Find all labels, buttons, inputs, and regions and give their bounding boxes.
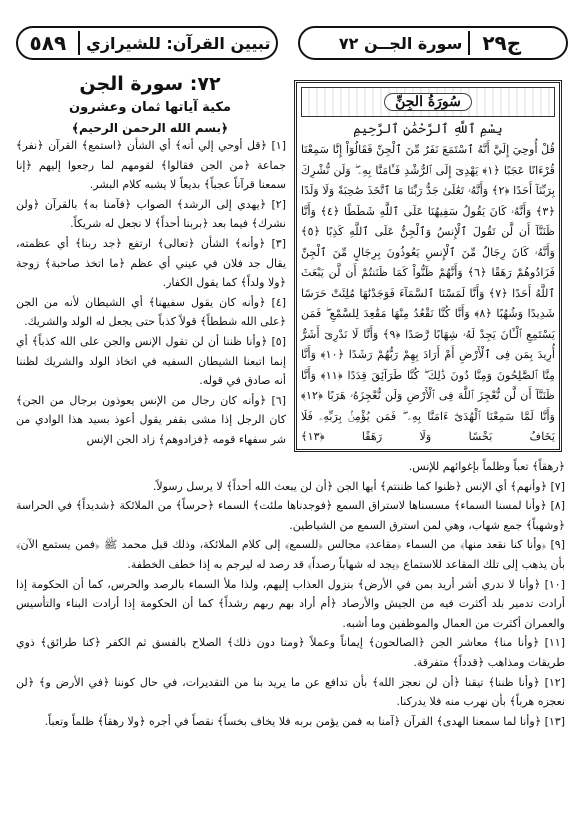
commentary-paragraph: [٤] ﴿وأنه كان يقول سفيهنا﴾ أي الشيطان لأنه من الجن ﴿على الله شططاً﴾ قولاً كذباً حتى يجعل له الولد والشريك. — [16, 295, 286, 329]
header-book-box — [16, 26, 278, 60]
page-header — [16, 26, 568, 62]
header-book-title: تبيين القرآن: للشيرازي — [86, 33, 271, 53]
header-divider — [468, 31, 470, 55]
quran-verses: قُلْ أُوحِيَ إِلَيَّ أَنَّهُ ٱسْتَمَعَ نَفَرٌ مِّنَ ٱلْجِنِّ فَقَالُوٓاْ إِنَّا سَمِعْنَا قُرْءَانًا عَجَبًا ﴿١﴾ يَهْدِىٓ إِلَى ٱلرُّشْدِ فَـَٔامَنَّا بِهِۦ ۖ وَلَن نُّشْرِكَ بِرَبِّنَآ أَحَدًا ﴿٢﴾ وَأَنَّهُۥ تَعَٰلَىٰ جَدُّ رَبِّنَا مَا ٱتَّخَذَ صَٰحِبَةً وَلَا وَلَدًا ﴿٣﴾ وَأَنَّهُۥ كَانَ يَقُولُ سَفِيهُنَا عَلَى ٱللَّهِ شَطَطًا ﴿٤﴾ وَأَنَّا ظَنَنَّآ أَن لَّن تَقُولَ ٱلْإِنسُ وَٱلْجِنُّ عَلَى ٱللَّهِ كَذِبًا ﴿٥﴾ وَأَنَّهُۥ كَانَ رِجَالٌ مِّنَ ٱلْإِنسِ يَعُوذُونَ بِرِجَالٍ مِّنَ ٱلْجِنِّ فَزَادُوهُمْ رَهَقًا ﴿٦﴾ وَأَنَّهُمْ ظَنُّواْ كَمَا ظَنَنتُمْ أَن لَّن يَبْعَثَ ٱللَّهُ أَحَدًا ﴿٧﴾ وَأَنَّا لَمَسْنَا ٱلسَّمَآءَ فَوَجَدْنَٰهَا مُلِئَتْ حَرَسًا شَدِيدًا وَشُهُبًا ﴿٨﴾ وَأَنَّا كُنَّا نَقْعُدُ مِنْهَا مَقَٰعِدَ لِلسَّمْعِ ۖ فَمَن يَسْتَمِعِ ٱلْـَٔانَ يَجِدْ لَهُۥ شِهَابًا رَّصَدًا ﴿٩﴾ وَأَنَّا لَا نَدْرِىٓ أَشَرٌّ أُرِيدَ بِمَن فِى ٱلْأَرْضِ أَمْ أَرَادَ بِهِمْ رَبُّهُمْ رَشَدًا ﴿١٠﴾ وَأَنَّا مِنَّا ٱلصَّٰلِحُونَ وَمِنَّا دُونَ ذَٰلِكَ ۖ كُنَّا طَرَآئِقَ قِدَدًا ﴿١١﴾ وَأَنَّا ظَنَنَّآ أَن لَّن نُّعْجِزَ ٱللَّهَ فِى ٱلْأَرْضِ وَلَن نُّعْجِزَهُۥ هَرَبًا ﴿١٢﴾ وَأَنَّا لَمَّا سَمِعْنَا ٱلْهُدَىٰٓ ءَامَنَّا بِهِۦ ۖ فَمَن يُؤْمِنۢ بِرَبِّهِۦ فَلَا يَخَافُ بَخْسًا وَلَا رَهَقًا ﴿١٣﴾ — [301, 143, 556, 443]
commentary-paragraph: [١٣] ﴿وأنا لما سمعنا الهدى﴾ القرآن ﴿آمنا به فمن يؤمن بربه فلا يخاف بخساً﴾ نقصاً في أجره ﴿ولا رهقاً﴾ ظلماً وتعباً. — [44, 714, 565, 728]
commentary-paragraph: ﴿رهقاً﴾ تعباً وظلماً بإغوائهم للإنس. — [408, 460, 565, 473]
header-sura-box — [298, 26, 568, 60]
mushaf-basmala: بِسْمِ ٱللَّهِ ٱلرَّحْمَٰنِ ٱلرَّحِيمِ — [353, 122, 503, 137]
commentary-paragraph: [٩] ﴿وأنا كنا نقعد منها﴾ من السماء ﴿مقاعد﴾ مجالس ﴿للسمع﴾ إلى كلام الملائكة، وذلك قبل محمد ﷺ ﴿فمن يستمع الآن﴾ بأن يذهب إلى تلك المقاعد للاستماع ﴿يجد له شهاباً رصداً﴾ قد رصد له ليرجم به إذا خطف الخطفة. — [16, 538, 565, 571]
commentary-paragraph: [١٠] ﴿وأنا لا ندري أشر أريد بمن في الأرض﴾ بنزول العذاب إليهم، ولذا ملأ السماء بالرصد والحرس، كما أن الحكومة إذا أرادت تدمير بلد أكثرت فيه من الجيش والأرصاد ﴿أم أراد بهم ربهم رشداً﴾ كما أن الحكومة إذا أرادت البناء والتأسيس والعمران أكثرت من العمال والموظفين وما أشبه. — [16, 577, 565, 630]
sura-banner-label: سُورَةُ الجِنِّ — [384, 93, 472, 111]
commentary-paragraph: [٣] ﴿وأنه﴾ الشأن ﴿تعالى﴾ ارتفع ﴿جد ربنا﴾ أي عظمته، يقال جد فلان في عيني أي عظم ﴿ما اتخذ صاحبة﴾ زوجة ﴿ولا ولداً﴾ كما يقول الكفار. — [16, 236, 286, 290]
sura-subtitle: مكية آياتها ثمان وعشرون — [69, 100, 231, 115]
commentary-basmala: ﴿بسم الله الرحمن الرحيم﴾ — [71, 121, 229, 135]
commentary-paragraph: [٦] ﴿وأنه كان رجال من الإنس يعوذون برجال من الجن﴾ كان الرجل إذا مشى بقفر يقول أعوذ بسيد هذا الوادي من شر سفهاء قومه ﴿فزادوهم﴾ زاد الجن الإنس — [16, 393, 286, 446]
header-sura-title: سورة الجــن ٧٢ — [338, 33, 463, 53]
sura-heading — [16, 70, 284, 138]
header-divider — [78, 31, 80, 55]
commentary-paragraph: [١] ﴿قل أوحي إلي أنه﴾ أي الشأن ﴿استمع﴾ القرآن ﴿نفر﴾ جماعة ﴿من الجن فقالوا﴾ لقومهم لما رجعوا إليهم ﴿إنا سمعنا قرآناً عجباً﴾ بديعاً لا يشبه كلام البشر. — [16, 139, 286, 192]
commentary-paragraph: [٥] ﴿وأنا ظننا أن لن تقول الإنس والجن على الله كذباً﴾ أي إنما اتبعنا الشيطان السفيه في اتخاذ الولد والشريك لظننا أنه صادق في قوله. — [16, 334, 286, 388]
commentary-paragraph: [١٢] ﴿وأنا ظننا﴾ تيقنا ﴿أن لن نعجز الله﴾ بأن تدافع عن ما يريد بنا من التقديرات، في حال كوننا ﴿في الأرض و﴾ ﴿لن نعجزه هرباً﴾ بأن نهرب منه فلا يدركنا. — [16, 675, 565, 709]
commentary-paragraph: [١١] ﴿وأنا منا﴾ معاشر الجن ﴿الصالحون﴾ إيماناً وعملاً ﴿ومنا دون ذلك﴾ الصلاح بالفسق ثم الكفر ﴿كنا طرائق﴾ ذوي طريقات ومذاهب ﴿قدداً﴾ متفرقة. — [16, 636, 565, 669]
juz-marker: ج٢٩ — [482, 31, 522, 55]
commentary-paragraph: [٢] ﴿يهدي إلى الرشد﴾ الصواب ﴿فآمنا به﴾ بالقرآن ﴿ولن نشرك﴾ فيما بعد ﴿بربنا أحداً﴾ لا نجعل له شريكاً. — [16, 197, 286, 231]
commentary-column — [16, 136, 286, 450]
commentary-paragraph: [٨] ﴿وأنا لمسنا السماء﴾ مسسناها لاستراق السمع ﴿فوجدناها ملئت﴾ السماء ﴿حرساً﴾ من الملائكة ﴿شديداً﴾ في الحراسة ﴿وشهباً﴾ جمع شهاب، وهي لمن استرق السمع من الشياطين. — [16, 499, 565, 532]
sura-title: ٧٢: سورة الجن — [79, 73, 221, 95]
sura-banner — [301, 87, 555, 117]
commentary-full-width — [16, 457, 565, 731]
mushaf-panel — [294, 80, 562, 452]
page-number: ٥٨٩ — [29, 31, 67, 55]
commentary-paragraph: [٧] ﴿وأنهم﴾ أي الإنس ﴿ظنوا كما ظننتم﴾ أيها الجن ﴿أن لن يبعث الله أحداً﴾ لا يرسل رسولاً. — [152, 479, 565, 493]
